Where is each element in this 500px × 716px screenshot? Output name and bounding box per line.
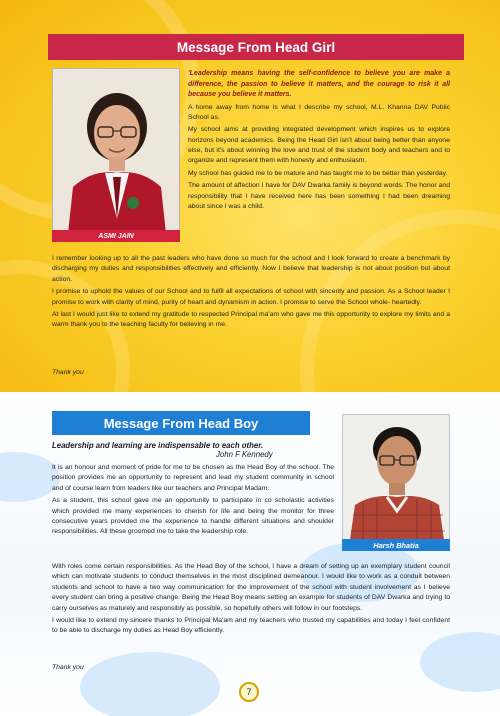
head-boy-quote: Leadership and learning are indispensable to each other. bbox=[52, 441, 264, 450]
head-girl-paragraph: At last I would just like to extend my gratitude to respected Principal ma'am who gave me this opportunity to explore my limits and a warm thank you to the teaching faculty for believing in me. bbox=[52, 310, 450, 329]
head-girl-paragraph: My school has guided me to be mature and has taught me to be better than yesterday. bbox=[188, 169, 448, 177]
head-boy-section bbox=[0, 392, 500, 716]
head-boy-name: Harsh Bhatia bbox=[342, 539, 450, 551]
head-girl-photo bbox=[52, 68, 180, 242]
head-boy-message-full bbox=[52, 562, 450, 639]
head-boy-paragraph: I would like to extend my sincere thanks to Principal Ma'am and my teachers who trusted my capabilities and today I feel confident to be able to discharge my duties as Head Boy efficiently. bbox=[52, 616, 450, 635]
head-girl-paragraph: The amount of affection I have for DAV Dwarka family is beyond words. The honor and responsibility that I have received here has been something I had been dreaming about since I was a child. bbox=[188, 182, 450, 211]
head-boy-thanks: Thank you bbox=[52, 664, 84, 671]
head-boy-paragraph: As a student, this school gave me an opportunity to participate in co scholastic activities which provided me many experiences to cherish for life and being the monitor for three consecutive years provided me the experience to handle different situations and shoulder responsibilities. All these groomed me to take the leadership role. bbox=[52, 497, 334, 536]
head-boy-photo bbox=[342, 414, 450, 546]
head-girl-message-column bbox=[188, 69, 450, 214]
head-girl-message-full bbox=[52, 254, 450, 333]
head-boy-paragraph: It is an honour and moment of pride for me to be chosen as the Head Boy of the school. The position provides me an opportunity to represent and lead my student community in school and of course learn from leaders like our teachers and Principal Madam. bbox=[52, 464, 334, 492]
head-girl-title: Message From Head Girl bbox=[48, 34, 464, 60]
head-boy-paragraph: With roles come certain responsibilities. As the Head Boy of the school, I have a dream of setting up an exemplary student council which can motivate students to conduct themselves in the most disciplined demeanour. I would like to work as a conduit between students and school to have a two way communication for the improvement of the school with student involvement as I believe every student can bring a positive change. Being the Head Boy means setting an example for students of DAV Dwarka and trying to carry ourselves as maturely and responsibly as possible, so hopefully others will follow in our footsteps. bbox=[52, 563, 450, 612]
head-girl-paragraph: A home away from home is what I describe my school, M.L. Khanna DAV Public School as. bbox=[188, 103, 450, 121]
head-girl-paragraph: My school aims at providing integrated development which inspires us to explore horizons beyond academics. Being the Head Girl isn't about being better than anyone else, but it's about winning the love and trust of the student body and teachers and to organize and represent them with honesty and enthusiasm. bbox=[188, 126, 450, 165]
head-boy-quote-author: John F Kennedy bbox=[216, 450, 273, 459]
head-girl-paragraph: I remember looking up to all the past leaders who have done so much for the school and I look forward to create a benchmark by discharging my duties and responsibilities effectively and efficiently. Now I believe that leadership is not about position but about action. bbox=[52, 255, 450, 283]
head-girl-paragraph: I promise to uphold the values of our School and to fulfil all expectations of school with sincerity and passion. As a School leader I promise to work with clarity of mind, purity of heart and dynamism in action. I promise to serve the School whole- heartedly. bbox=[52, 288, 450, 306]
head-girl-name: ASMI JAIN bbox=[52, 230, 180, 242]
page-number: 7 bbox=[239, 682, 259, 702]
head-boy-title: Message From Head Boy bbox=[52, 411, 310, 435]
head-girl-quote: 'Leadership means having the self-confidence to believe you are make a difference, the passion to believe it matters, and the courage to risk it all because you believe it matters. bbox=[188, 70, 450, 98]
head-boy-message-column bbox=[52, 463, 334, 540]
head-girl-thanks: Thank you bbox=[52, 369, 84, 376]
